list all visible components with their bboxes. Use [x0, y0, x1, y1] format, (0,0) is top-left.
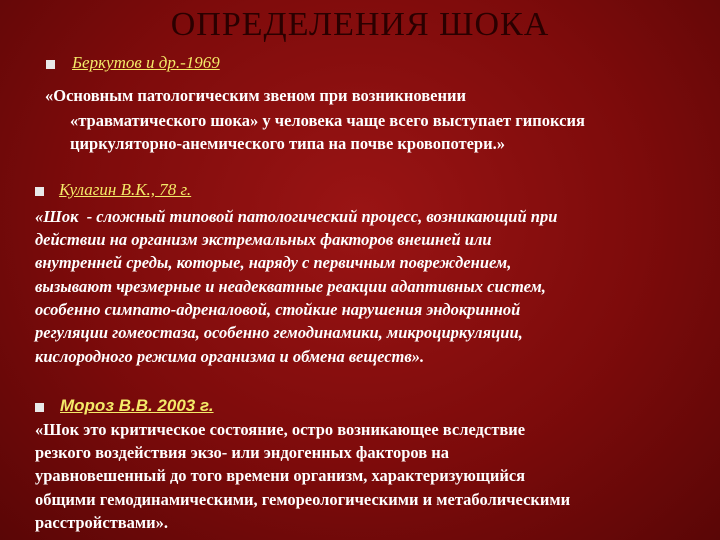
quote-line: особенно симпато-адреналовой, стойкие нарушения эндокринной: [35, 300, 521, 319]
quote-line: «Основным патологическим звеном при возникновении: [45, 86, 466, 105]
section-author: Кулагин В.К., 78 г.: [59, 180, 192, 199]
quote-line: уравновешенный до того времени организм, характеризующийся: [35, 466, 526, 485]
quote-line: «Шок - сложный типовой патологический процесс, возникающий при: [35, 207, 558, 226]
slide-title: ОПРЕДЕЛЕНИЯ ШОКА: [170, 6, 550, 43]
quote-line: общими гемодинамическими, гемореологическими и метаболическими: [35, 490, 571, 509]
section-author: Беркутов и др.-1969: [72, 53, 220, 72]
quote-line: расстройствами».: [35, 513, 169, 532]
quote-line: «травматического шока» у человека чаще всего выступает гипоксия: [70, 111, 585, 130]
quote-line: резкого воздействия экзо- или эндогенных факторов на: [35, 443, 450, 462]
quote-line: действии на организм экстремальных факторов внешней или: [35, 230, 492, 249]
quote-line: «Шок это критическое состояние, остро возникающее вследствие: [35, 420, 526, 439]
quote-line: циркуляторно-анемического типа на почве кровопотери.»: [70, 134, 505, 153]
bullet-marker: [46, 60, 55, 69]
section-author: Мороз В.В. 2003 г.: [60, 396, 214, 415]
quote-line: внутренней среды, которые, наряду с первичным повреждением,: [35, 253, 512, 272]
bullet-marker: [35, 187, 44, 196]
bullet-marker: [35, 403, 44, 412]
quote-line: регуляции гомеостаза, особенно гемодинамики, микроциркуляции,: [35, 323, 523, 342]
quote-line: вызывают чрезмерные и неадекватные реакции адаптивных систем,: [35, 277, 546, 296]
quote-line: кислородного режима организма и обмена веществ».: [35, 347, 425, 366]
